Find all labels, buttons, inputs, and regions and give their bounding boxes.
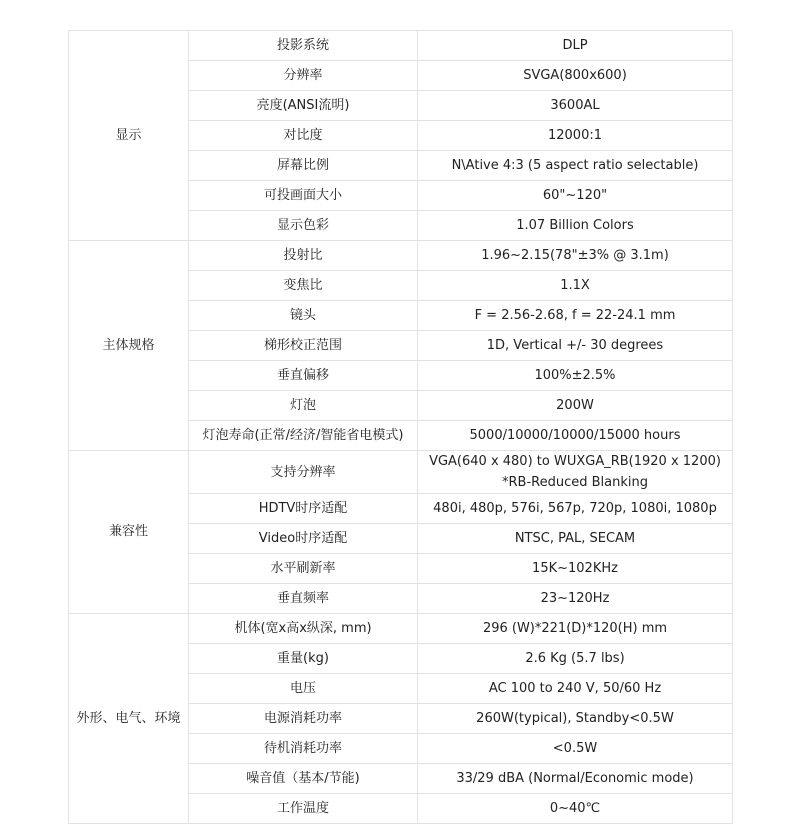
spec-row: [69, 451, 733, 494]
spec-label: 支持分辨率: [189, 451, 418, 494]
spec-value-line: F = 2.56-2.68, f = 22-24.1 mm: [474, 308, 676, 323]
spec-value: [418, 584, 733, 614]
spec-value: [418, 271, 733, 301]
spec-label: 垂直偏移: [189, 361, 418, 391]
spec-value-line: 23~120Hz: [540, 591, 610, 606]
spec-value-line: 1D, Vertical +/- 30 degrees: [486, 338, 664, 353]
spec-value: [418, 794, 733, 824]
spec-value-line: 1.07 Billion Colors: [516, 218, 634, 233]
spec-label: 分辨率: [189, 61, 418, 91]
spec-value: [418, 61, 733, 91]
spec-label: 重量(kg): [189, 644, 418, 674]
spec-value-line: 200W: [556, 398, 594, 413]
spec-label: 梯形校正范围: [189, 331, 418, 361]
spec-table: [68, 30, 733, 824]
spec-value: [418, 614, 733, 644]
spec-value: [418, 91, 733, 121]
spec-label: 镜头: [189, 301, 418, 331]
spec-label: 水平刷新率: [189, 554, 418, 584]
spec-value: [418, 644, 733, 674]
spec-value-line: 100%±2.5%: [534, 368, 616, 383]
spec-label: 显示色彩: [189, 211, 418, 241]
spec-label: 投射比: [189, 241, 418, 271]
spec-label: 灯泡寿命(正常/经济/智能省电模式): [189, 421, 418, 451]
spec-label: 对比度: [189, 121, 418, 151]
spec-label: HDTV时序适配: [189, 494, 418, 524]
spec-row: [69, 31, 733, 61]
spec-value: [418, 451, 733, 494]
spec-value: [418, 554, 733, 584]
spec-row: [69, 241, 733, 271]
spec-value: [418, 764, 733, 794]
spec-value: [418, 361, 733, 391]
spec-value-line: 260W(typical), Standby<0.5W: [476, 711, 674, 726]
spec-value-line: 33/29 dBA (Normal/Economic mode): [456, 771, 694, 786]
spec-value-line: 2.6 Kg (5.7 lbs): [525, 651, 625, 666]
spec-label: 工作温度: [189, 794, 418, 824]
spec-value: [418, 151, 733, 181]
spec-table-body: [69, 31, 733, 824]
spec-label: 电源消耗功率: [189, 704, 418, 734]
spec-value-line: AC 100 to 240 V, 50/60 Hz: [488, 681, 662, 696]
spec-label: 机体(宽x高x纵深, mm): [189, 614, 418, 644]
spec-label: 可投画面大小: [189, 181, 418, 211]
spec-value: [418, 704, 733, 734]
spec-value-line: 0~40℃: [549, 801, 601, 816]
spec-value: [418, 31, 733, 61]
spec-value-line: 60"~120": [542, 188, 608, 203]
category-cell: 显示: [69, 31, 189, 241]
spec-value-line: VGA(640 x 480) to WUXGA_RB(1920 x 1200): [429, 454, 721, 469]
spec-value-line: NTSC, PAL, SECAM: [514, 531, 636, 546]
spec-label: 噪音值（基本/节能): [189, 764, 418, 794]
spec-value-line: DLP: [562, 38, 588, 53]
spec-value-line: <0.5W: [552, 741, 598, 756]
spec-value: [418, 494, 733, 524]
spec-value-line: 1.1X: [560, 278, 590, 293]
spec-value-line: 12000:1: [547, 128, 602, 143]
spec-label: 电压: [189, 674, 418, 704]
spec-label: 亮度(ANSI流明): [189, 91, 418, 121]
spec-label: 待机消耗功率: [189, 734, 418, 764]
spec-value: [418, 331, 733, 361]
spec-value: [418, 301, 733, 331]
spec-value: [418, 391, 733, 421]
spec-row: [69, 614, 733, 644]
spec-value-line: 296 (W)*221(D)*120(H) mm: [482, 621, 668, 636]
spec-value-line: 15K~102KHz: [532, 561, 618, 576]
category-cell: 主体规格: [69, 241, 189, 451]
spec-value: [418, 524, 733, 554]
category-cell: 兼容性: [69, 451, 189, 614]
spec-value: [418, 674, 733, 704]
spec-label: 投影系统: [189, 31, 418, 61]
spec-label: 垂直频率: [189, 584, 418, 614]
spec-value-line: 5000/10000/10000/15000 hours: [469, 428, 681, 443]
spec-label: Video时序适配: [189, 524, 418, 554]
spec-value: [418, 211, 733, 241]
spec-value: [418, 421, 733, 451]
spec-value: [418, 734, 733, 764]
spec-label: 灯泡: [189, 391, 418, 421]
spec-value: [418, 121, 733, 151]
spec-value: [418, 241, 733, 271]
spec-value-line: 3600AL: [550, 98, 600, 113]
category-cell: 外形、电气、环境: [69, 614, 189, 824]
spec-value-line: 1.96~2.15(78"±3% @ 3.1m): [481, 248, 669, 263]
spec-value-line: N\Ative 4:3 (5 aspect ratio selectable): [451, 158, 699, 173]
spec-label: 屏幕比例: [189, 151, 418, 181]
spec-label: 变焦比: [189, 271, 418, 301]
spec-value-line: *RB-Reduced Blanking: [502, 475, 648, 490]
spec-value-line: SVGA(800x600): [523, 68, 627, 83]
spec-value: [418, 181, 733, 211]
spec-value-line: 480i, 480p, 576i, 567p, 720p, 1080i, 1080p: [433, 501, 717, 516]
